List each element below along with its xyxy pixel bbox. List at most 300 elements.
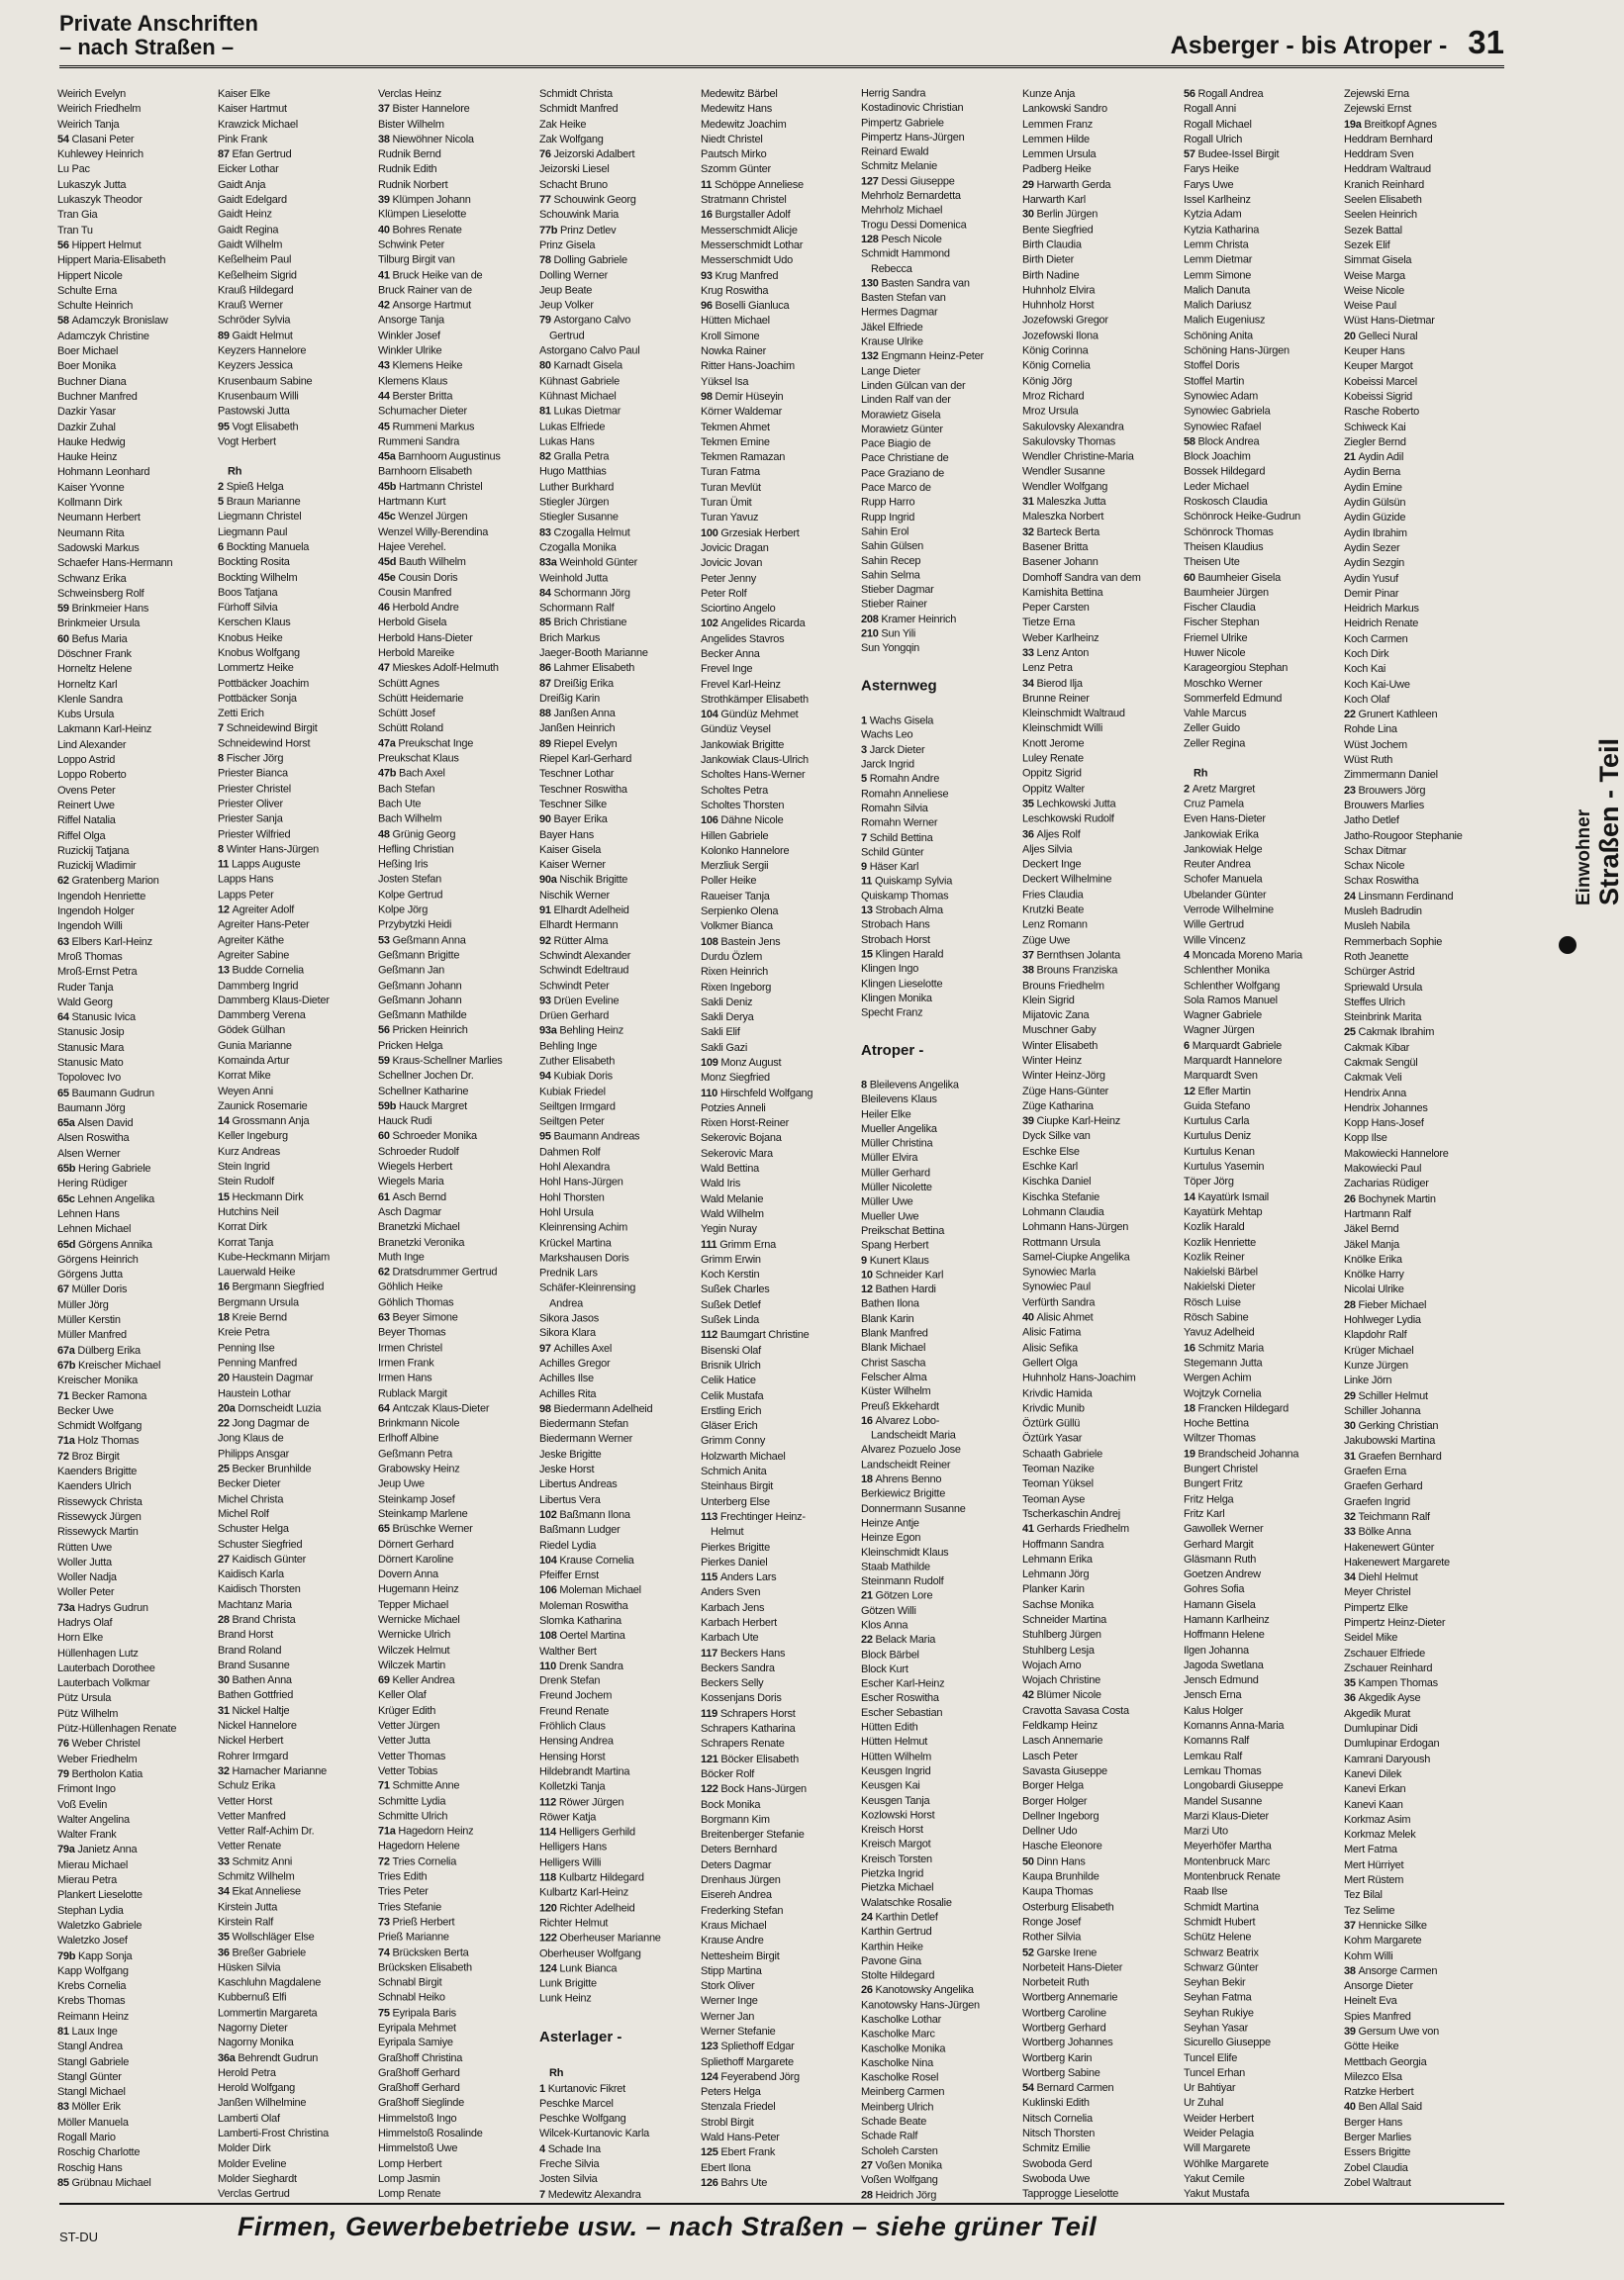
list-item <box>1344 1389 1491 1404</box>
list-item: Rummeni Sandra <box>378 435 460 448</box>
resident-name: Hadrys Gudrun <box>77 1601 148 1614</box>
list-item: Klingen Lieselotte <box>861 978 943 990</box>
list-item: Jäkel Elfriede <box>861 322 923 333</box>
list-item <box>378 1915 525 1930</box>
resident-name: Götzen Lore <box>875 1590 933 1602</box>
list-item: Lakmann Karl-Heinz <box>57 723 152 736</box>
list-item <box>1184 147 1331 162</box>
list-item: Öztürk Yasar <box>1022 1432 1083 1445</box>
list-item: Wojach Christine <box>1022 1674 1100 1687</box>
list-item: Schütt Agnes <box>378 677 439 690</box>
house-number: 72 <box>378 1855 393 1868</box>
house-number: 42 <box>378 299 393 312</box>
list-item: Verrode Wilhelmine <box>1184 903 1274 916</box>
house-number: 50 <box>1022 1855 1037 1868</box>
list-item <box>218 1417 365 1432</box>
list-item <box>701 935 848 950</box>
list-item: Turan Fatma <box>701 466 760 479</box>
house-number: 33 <box>1344 1526 1359 1539</box>
list-item: Schmich Anita <box>701 1466 767 1478</box>
list-item: Heinelt Eva <box>1344 1995 1397 2008</box>
list-item: Jovicic Dragan <box>701 541 769 554</box>
house-number: 122 <box>701 1783 721 1796</box>
list-item: Farys Uwe <box>1184 178 1234 191</box>
list-item: Hillen Gabriele <box>701 829 769 842</box>
list-item <box>378 193 525 208</box>
list-item: Freund Jochem <box>539 1690 613 1703</box>
list-item: Herbold Mareike <box>378 646 454 659</box>
house-number: 12 <box>218 903 233 916</box>
list-item: Krawzick Michael <box>218 118 298 131</box>
list-item: Rother Silvia <box>1022 1931 1082 1944</box>
list-item: Kostadinovic Christian <box>861 102 964 115</box>
spacer <box>861 1064 1008 1079</box>
resident-name: Grimm Erna <box>719 1238 776 1251</box>
list-item: Kreisch Margot <box>861 1839 931 1851</box>
house-number: 37 <box>1022 949 1037 962</box>
list-item <box>57 1949 205 1964</box>
house-number: 110 <box>539 1660 559 1672</box>
list-item: Hippert Maria-Elisabeth <box>57 254 166 267</box>
resident-name: Bergmann Siegfried <box>232 1282 325 1294</box>
list-item: Brand Horst <box>218 1629 273 1642</box>
list-item: Schmitz Wilhelm <box>218 1870 295 1883</box>
resident-name: Befus Maria <box>71 632 128 645</box>
list-item: Herbold Gisela <box>378 617 447 629</box>
list-item: Krause Ulrike <box>861 335 923 348</box>
resident-name: Spliethoff Edgar <box>720 2041 795 2053</box>
list-item: Schulz Erika <box>218 1779 276 1792</box>
list-item: Schuster Helga <box>218 1523 289 1536</box>
list-item: Kleinschmidt Klaus <box>861 1547 949 1559</box>
house-number: 38 <box>1022 964 1037 977</box>
list-item <box>378 2006 525 2021</box>
list-item <box>539 1402 687 1417</box>
list-item <box>1022 1311 1170 1326</box>
list-item <box>1022 1688 1170 1703</box>
list-item: Samel-Ciupke Angelika <box>1022 1251 1130 1264</box>
list-item: Aydin Emine <box>1344 481 1402 494</box>
list-item: Sußek Detlef <box>701 1298 761 1311</box>
list-item: Borger Holger <box>1022 1795 1088 1808</box>
list-item <box>1022 495 1170 510</box>
house-number: 39 <box>378 193 393 206</box>
list-item: König Cornelia <box>1022 359 1091 372</box>
resident-name: Drenk Sandra <box>558 1660 623 1672</box>
list-item <box>378 1266 525 1281</box>
list-item: Lu Pac <box>57 163 90 176</box>
resident-name: Teichmann Ralf <box>1358 1510 1430 1523</box>
list-item <box>1022 1522 1170 1537</box>
list-item: Dammberg Klaus-Dieter <box>218 995 330 1007</box>
resident-name: Voßen Monika <box>875 2159 942 2172</box>
resident-name: Hagedorn Heinz <box>398 1825 474 1838</box>
list-item: Lunk Brigitte <box>539 1977 597 1990</box>
house-number: 8 <box>218 752 227 765</box>
resident-name: Brouns Franziska <box>1036 964 1118 977</box>
list-item: Swoboda Gerd <box>1022 2157 1093 2170</box>
list-item: Lauerwald Heike <box>218 1266 296 1279</box>
list-item: Peper Carsten <box>1022 602 1090 615</box>
list-item: Bente Siegfried <box>1022 224 1094 237</box>
list-item: Wiegels Maria <box>378 1176 444 1188</box>
list-item: Pütz Wilhelm <box>57 1707 119 1720</box>
list-item: König Jörg <box>1022 375 1073 388</box>
list-item: Kurtulus Yasemin <box>1184 1161 1265 1173</box>
list-item: Rublack Margit <box>378 1387 447 1400</box>
list-item: Brunne Reiner <box>1022 692 1090 705</box>
list-item: Drenhaus Jürgen <box>701 1874 781 1887</box>
list-item: Brücksken Elisabeth <box>378 1961 472 1974</box>
list-item <box>218 420 365 434</box>
list-item <box>1022 525 1170 540</box>
list-item: Schmitz Melanie <box>861 160 937 173</box>
list-item <box>218 752 365 767</box>
list-item: Wojtzyk Cornelia <box>1184 1387 1262 1400</box>
list-item: Leschkowski Rudolf <box>1022 812 1114 825</box>
house-number: 21 <box>861 1590 876 1602</box>
list-item <box>378 1673 525 1688</box>
list-item: Komanns Ralf <box>1184 1735 1250 1748</box>
list-item: Aydin Güzide <box>1344 512 1406 524</box>
list-item <box>57 632 205 647</box>
resident-name: Röwer Jürgen <box>558 1796 624 1809</box>
list-item: Ratzke Herbert <box>1344 2086 1414 2099</box>
list-item: Asch Dagmar <box>378 1205 441 1218</box>
list-item: Savasta Giuseppe <box>1022 1764 1107 1777</box>
list-item <box>57 1843 205 1857</box>
list-item: Krug Roswitha <box>701 284 769 297</box>
house-number: 117 <box>701 1647 720 1660</box>
list-item: Prednik Lars <box>539 1267 598 1280</box>
list-item: Wenzel Willy-Berendina <box>378 525 489 538</box>
house-number: 58 <box>1184 435 1198 448</box>
resident-name: Brouwers Jörg <box>1358 784 1426 797</box>
list-item: Frimont Ingo <box>57 1783 116 1796</box>
list-item: Eschke Karl <box>1022 1161 1078 1173</box>
list-item: Götte Heike <box>1344 2041 1399 2053</box>
list-item: Hütten Wilhelm <box>861 1751 932 1763</box>
house-number: 54 <box>1022 2082 1037 2095</box>
list-item: Dörnert Karoline <box>378 1553 454 1566</box>
list-item: Achilles Rita <box>539 1387 597 1400</box>
list-item <box>378 1779 525 1794</box>
house-number: 34 <box>218 1885 233 1898</box>
list-item: Knott Jerome <box>1022 737 1085 750</box>
house-number: 82 <box>539 450 554 463</box>
list-item: Kanevi Kaan <box>1344 1798 1403 1811</box>
list-item <box>1022 646 1170 661</box>
list-item <box>701 813 848 828</box>
list-item: Synowiec Adam <box>1184 390 1259 403</box>
list-item: Planker Karin <box>1022 1583 1085 1596</box>
list-item: Schellner Katharine <box>378 1085 469 1097</box>
list-item: Escher Roswitha <box>861 1692 939 1705</box>
resident-name: Kulbartz Hildegard <box>558 1871 644 1884</box>
list-item <box>1344 1510 1491 1525</box>
house-number: 30 <box>1022 209 1037 222</box>
list-item <box>1184 87 1331 102</box>
list-item: Huhnholz Horst <box>1022 299 1095 312</box>
list-item: Gläsmann Ruth <box>1184 1553 1257 1566</box>
resident-name: Kramer Heinrich <box>881 614 957 625</box>
list-item: Eschke Else <box>1022 1145 1080 1158</box>
list-item: Teoman Nazike <box>1022 1463 1095 1475</box>
list-item: Baßmann Ludger <box>539 1524 621 1537</box>
list-item: Lemmen Ursula <box>1022 148 1097 161</box>
house-number: 36a <box>218 2051 239 2064</box>
list-item <box>861 714 1008 729</box>
list-item: Schütt Josef <box>378 707 435 719</box>
list-item: Zschauer Reinhard <box>1344 1662 1433 1674</box>
list-item: Kunze Anja <box>1022 87 1076 100</box>
list-item: Walatschke Rosalie <box>861 1897 952 1909</box>
house-number: 60 <box>57 632 72 645</box>
resident-name: Behrendt Gudrun <box>238 2051 319 2064</box>
list-item <box>218 721 365 736</box>
house-number: 87 <box>218 148 233 161</box>
resident-name: Gratenberg Marion <box>71 875 159 888</box>
house-number: 26 <box>1344 1192 1359 1205</box>
list-item: Sadowski Markus <box>57 541 140 554</box>
list-item: Lemkau Ralf <box>1184 1750 1243 1762</box>
house-number: 65 <box>378 1523 393 1536</box>
side-tab-line2: Straßen - Teil <box>1594 737 1624 905</box>
resident-name: Bahrs Ute <box>720 2176 768 2189</box>
list-item <box>1344 1025 1491 1040</box>
list-item <box>861 2188 1008 2203</box>
list-item: Jovicic Jovan <box>701 557 763 570</box>
list-item: Müller Christina <box>861 1137 933 1150</box>
list-item <box>539 995 687 1009</box>
house-number: 76 <box>539 148 554 161</box>
house-number: 98 <box>701 390 716 403</box>
house-number: 71 <box>57 1389 72 1402</box>
list-item <box>218 1946 365 1960</box>
house-number: 41 <box>1022 1523 1037 1536</box>
list-item <box>861 2159 1008 2174</box>
list-item: Heiler Elke <box>861 1108 911 1121</box>
list-item: Lehmann Jörg <box>1022 1568 1090 1581</box>
list-item: Zschauer Elfriede <box>1344 1647 1425 1660</box>
resident-name: Hauck Margret <box>399 1099 467 1112</box>
list-item <box>218 858 365 873</box>
list-item: Niedt Christel <box>701 133 763 145</box>
list-item: Zobel Waltraut <box>1344 2176 1411 2189</box>
list-item: Koch Kai <box>1344 663 1386 676</box>
list-item: Strobach Hans <box>861 919 930 931</box>
list-item: Zimmermann Daniel <box>1344 769 1438 782</box>
house-number: 106 <box>539 1584 560 1597</box>
list-item: Verfürth Sandra <box>1022 1296 1096 1309</box>
list-item: Döschner Frank <box>57 647 132 660</box>
list-item: Leder Michael <box>1184 480 1249 493</box>
list-item: Lunk Heinz <box>539 1992 592 2005</box>
list-item: Baumann Jörg <box>57 1101 126 1114</box>
resident-name: Czogalla Helmut <box>553 525 630 538</box>
list-item: Akgedik Murat <box>1344 1707 1411 1720</box>
list-item: Wendler Christine-Maria <box>1022 450 1134 463</box>
house-number: 13 <box>218 964 233 977</box>
list-item: Linden Ralf van der <box>861 394 951 407</box>
list-item: Becker Anna <box>701 647 760 660</box>
list-item: Weyen Anni <box>218 1085 274 1097</box>
list-item: Kozlik Henriette <box>1184 1236 1257 1249</box>
list-item: Stieber Rainer <box>861 599 927 611</box>
list-item: Winkler Ulrike <box>378 344 442 357</box>
house-number: 128 <box>861 234 882 246</box>
list-item <box>701 1570 848 1585</box>
list-item <box>378 827 525 842</box>
list-item: Gaidt Anja <box>218 178 266 191</box>
list-item: Kascholke Lothar <box>861 2014 941 2026</box>
list-item: Fröhlich Claus <box>539 1720 606 1733</box>
list-item: Weise Nicole <box>1344 284 1404 297</box>
list-item: Medewitz Bärbel <box>701 88 778 100</box>
list-item: Wald Melanie <box>701 1192 764 1205</box>
resident-name: Burgstaller Adolf <box>715 209 791 222</box>
list-item: Guida Stefano <box>1184 1099 1251 1112</box>
list-item <box>57 1737 205 1752</box>
list-item: Alisic Sefika <box>1022 1342 1079 1355</box>
resident-name: Gralla Petra <box>553 450 610 463</box>
house-number: 8 <box>218 843 227 856</box>
list-item: Schütt Heidemarie <box>378 692 464 705</box>
list-item: Rudnik Edith <box>378 163 437 176</box>
list-item: Lehnen Hans <box>57 1207 120 1220</box>
house-number: 115 <box>701 1571 720 1584</box>
list-item: Hohlweger Lydia <box>1344 1314 1421 1327</box>
list-item <box>701 1087 848 1101</box>
resident-name: Antczak Klaus-Dieter <box>392 1402 490 1415</box>
list-item <box>701 1328 848 1343</box>
list-item: Padberg Heike <box>1022 163 1092 176</box>
house-number: 78 <box>539 254 554 267</box>
list-item: Jankowiak Claus-Ulrich <box>701 754 809 767</box>
list-item <box>378 389 525 404</box>
resident-name: Schöppe Anneliese <box>714 178 804 191</box>
resident-name: Prieß Herbert <box>392 1916 455 1929</box>
list-item: Erstling Erich <box>701 1404 762 1417</box>
list-item: Sun Yongqin <box>861 642 920 655</box>
list-item: Penning Manfred <box>218 1357 298 1370</box>
list-item: Rohde Lina <box>1344 723 1397 736</box>
list-item: Agreiter Käthe <box>218 933 284 946</box>
list-item <box>861 831 1008 846</box>
list-item: Schormann Ralf <box>539 602 615 615</box>
list-item: Nakielski Bärbel <box>1184 1266 1258 1279</box>
house-number: 59b <box>378 1099 400 1112</box>
list-item: Winter Heinz <box>1022 1055 1082 1068</box>
list-item: Makowiecki Paul <box>1344 1163 1422 1176</box>
house-number: 40 <box>378 224 393 237</box>
house-number: 73 <box>378 1916 393 1929</box>
list-item: Landscheidt Reiner <box>861 1459 951 1472</box>
list-item: Cakmak Veli <box>1344 1072 1402 1085</box>
list-item: Aydin Gülsün <box>1344 497 1406 510</box>
list-item: Frevel Inge <box>701 663 753 676</box>
resident-name: Dinn Hans <box>1036 1855 1086 1868</box>
house-number: 35 <box>1344 1677 1359 1690</box>
list-item: Slomka Katharina <box>539 1614 621 1627</box>
list-item: Seyhan Fatma <box>1184 1991 1252 2004</box>
list-item: Koch Kerstin <box>701 1269 760 1282</box>
house-number: 56 <box>57 238 72 251</box>
list-item: Jong Klaus de <box>218 1432 284 1445</box>
house-number: 83 <box>539 525 554 538</box>
list-item: Böcker Rolf <box>701 1767 755 1780</box>
bullet-dot-icon <box>1559 936 1576 954</box>
side-tab-label <box>1574 738 1623 905</box>
list-item: Walter Angelina <box>57 1813 130 1826</box>
house-number: 1 <box>861 714 870 727</box>
resident-name: Janßen Anna <box>553 708 616 720</box>
list-item: Peter Rolf <box>701 587 747 600</box>
house-number: 2 <box>218 480 227 493</box>
resident-name: Schild Bettina <box>869 831 933 844</box>
list-item: Krebs Thomas <box>57 1995 126 2008</box>
resident-name: Aydin Adil <box>1358 451 1404 464</box>
list-item: Herold Wolfgang <box>218 2082 295 2095</box>
list-item: Pimpertz Elke <box>1344 1601 1408 1614</box>
directory-column <box>218 87 365 2203</box>
house-number: 93 <box>539 995 554 1007</box>
list-item: Hartmann Kurt <box>378 496 446 509</box>
list-item: Stephan Lydia <box>57 1904 124 1917</box>
list-item: Escher Karl-Heinz <box>861 1677 945 1690</box>
resident-name: Belack Maria <box>875 1634 936 1647</box>
list-item: Walter Frank <box>57 1829 117 1842</box>
list-item: Morawietz Gisela <box>861 409 941 422</box>
list-item: Steffes Ulrich <box>1344 996 1405 1008</box>
list-item: Serpienko Olena <box>701 905 779 918</box>
list-item <box>378 133 525 147</box>
resident-name: Blümer Nicole <box>1036 1689 1101 1702</box>
list-item: Lohmann Hans-Jürgen <box>1022 1221 1129 1234</box>
house-number: 5 <box>861 773 870 786</box>
list-item: Pietzka Michael <box>861 1882 934 1894</box>
list-item: Lenz Petra <box>1022 662 1073 675</box>
house-number: 24 <box>1344 890 1359 902</box>
list-item: Mroz Ursula <box>1022 405 1079 418</box>
list-item: Koch Dirk <box>1344 647 1389 660</box>
house-number: 112 <box>539 1796 559 1809</box>
house-number: 121 <box>701 1753 721 1765</box>
house-number: 102 <box>701 618 721 630</box>
house-number: 85 <box>539 617 554 629</box>
list-item: Seelen Elisabeth <box>1344 194 1422 207</box>
resident-name: Ansorge Hartmut <box>392 299 471 312</box>
house-number: 13 <box>861 904 876 917</box>
resident-name: Cousin Doris <box>398 571 458 584</box>
list-item: Wortberg Sabine <box>1022 2067 1100 2080</box>
list-item: Weider Pelagia <box>1184 2128 1254 2140</box>
list-item: Züge Hans-Günter <box>1022 1085 1109 1097</box>
list-item <box>218 147 365 162</box>
list-item <box>218 329 365 343</box>
resident-name: Adamczyk Bronislaw <box>71 315 168 328</box>
list-item: Schönrock Heike-Gudrun <box>1184 511 1301 523</box>
list-item: Birth Nadine <box>1022 269 1080 282</box>
resident-name: Braun Marianne <box>226 496 301 509</box>
list-item <box>378 601 525 616</box>
list-item: Hefling Christian <box>378 843 454 856</box>
list-item <box>539 1629 687 1644</box>
list-item: Röwer Katja <box>539 1811 597 1824</box>
list-item <box>1344 1570 1491 1585</box>
house-number: 56 <box>378 1024 393 1037</box>
list-item <box>57 1116 205 1131</box>
